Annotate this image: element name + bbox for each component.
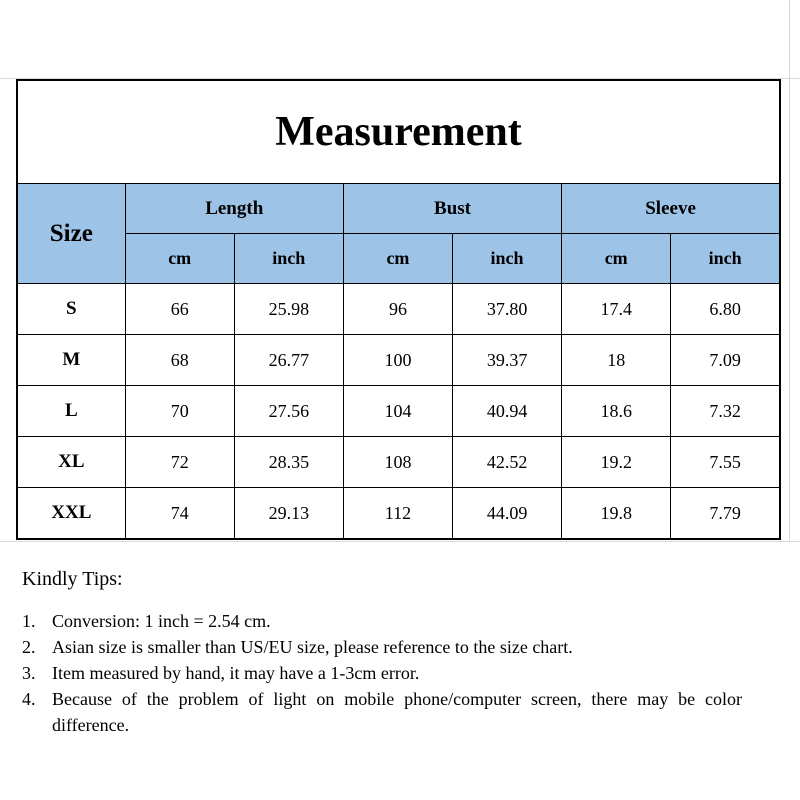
length-cm-cell: 74	[125, 488, 234, 540]
sleeve-cm-header: cm	[562, 234, 671, 284]
sleeve-inch-cell: 6.80	[671, 284, 780, 335]
size-cell: XXL	[17, 488, 125, 540]
sleeve-inch-cell: 7.32	[671, 386, 780, 437]
size-chart-table	[16, 79, 781, 540]
size-cell: L	[17, 386, 125, 437]
length-inch-cell: 27.56	[234, 386, 343, 437]
bust-cm-cell: 104	[343, 386, 452, 437]
length-inch-header: inch	[234, 234, 343, 284]
length-cm-cell: 68	[125, 335, 234, 386]
size-cell: M	[17, 335, 125, 386]
length-inch-cell: 28.35	[234, 437, 343, 488]
kindly-tips-section	[22, 566, 742, 738]
sleeve-inch-cell: 7.79	[671, 488, 780, 540]
sleeve-cm-cell: 17.4	[562, 284, 671, 335]
tip-text: Because of the problem of light on mobile phone/computer screen, there may be color difference.	[52, 689, 742, 735]
bust-inch-cell: 37.80	[453, 284, 562, 335]
tip-text: Item measured by hand, it may have a 1-3cm error.	[52, 663, 420, 683]
list-item	[22, 686, 742, 738]
bust-cm-cell: 112	[343, 488, 452, 540]
length-cm-cell: 72	[125, 437, 234, 488]
bust-inch-cell: 39.37	[453, 335, 562, 386]
bust-cm-cell: 100	[343, 335, 452, 386]
bust-cm-cell: 96	[343, 284, 452, 335]
table-row	[17, 437, 780, 488]
length-group-header: Length	[125, 184, 343, 234]
length-inch-cell: 29.13	[234, 488, 343, 540]
length-inch-cell: 25.98	[234, 284, 343, 335]
tip-number: 3.	[22, 663, 36, 683]
tips-heading: Kindly Tips:	[22, 568, 123, 590]
list-item	[22, 660, 742, 686]
sleeve-cm-cell: 19.2	[562, 437, 671, 488]
length-cm-cell: 70	[125, 386, 234, 437]
size-column-header: Size	[17, 184, 125, 284]
tips-list	[22, 608, 742, 738]
bust-group-header: Bust	[343, 184, 561, 234]
bust-cm-header: cm	[343, 234, 452, 284]
tip-text: Asian size is smaller than US/EU size, please reference to the size chart.	[52, 637, 573, 657]
tip-number: 4.	[22, 689, 36, 709]
sleeve-group-header: Sleeve	[562, 184, 780, 234]
bottom-guide-line	[0, 541, 800, 542]
sleeve-cm-cell: 18.6	[562, 386, 671, 437]
list-item	[22, 634, 742, 660]
length-cm-header: cm	[125, 234, 234, 284]
table-row	[17, 335, 780, 386]
sleeve-cm-cell: 18	[562, 335, 671, 386]
bust-cm-cell: 108	[343, 437, 452, 488]
length-cm-cell: 66	[125, 284, 234, 335]
table-title: Measurement	[17, 80, 780, 184]
bust-inch-cell: 44.09	[453, 488, 562, 540]
tip-text: Conversion: 1 inch = 2.54 cm.	[52, 611, 271, 631]
table-row	[17, 284, 780, 335]
tip-number: 1.	[22, 611, 36, 631]
sleeve-cm-cell: 19.8	[562, 488, 671, 540]
sleeve-inch-cell: 7.55	[671, 437, 780, 488]
bust-inch-header: inch	[453, 234, 562, 284]
table-row	[17, 386, 780, 437]
tip-number: 2.	[22, 637, 36, 657]
size-cell: XL	[17, 437, 125, 488]
bust-inch-cell: 40.94	[453, 386, 562, 437]
length-inch-cell: 26.77	[234, 335, 343, 386]
right-guide-line	[789, 0, 790, 541]
bust-inch-cell: 42.52	[453, 437, 562, 488]
size-cell: S	[17, 284, 125, 335]
table-row	[17, 488, 780, 540]
list-item	[22, 608, 742, 634]
sleeve-inch-cell: 7.09	[671, 335, 780, 386]
sleeve-inch-header: inch	[671, 234, 780, 284]
